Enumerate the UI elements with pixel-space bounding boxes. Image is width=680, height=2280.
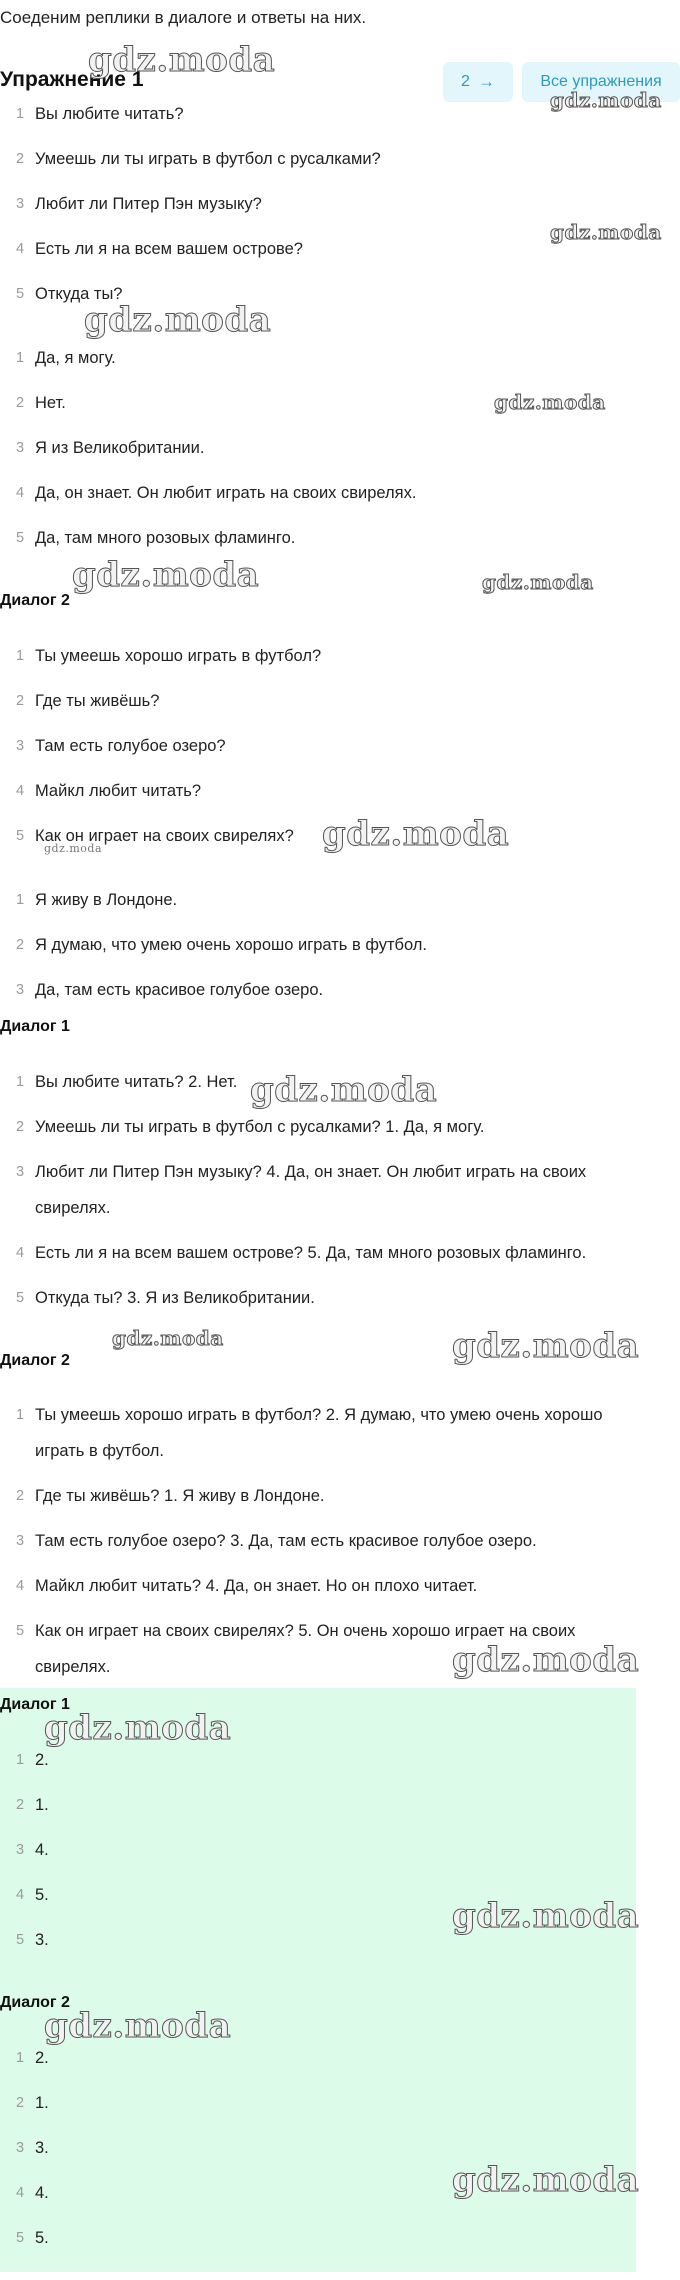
arrow-right-icon: →	[477, 72, 495, 91]
dialog-heading: Диалог 2	[0, 592, 70, 609]
dialog-heading: Диалог 2	[0, 1994, 70, 2011]
watermark: gdz.moda	[550, 220, 662, 244]
dialog-heading: Диалог 1	[0, 1018, 70, 1035]
watermark: gdz.moda	[550, 88, 662, 112]
next-exercise-button[interactable]	[443, 62, 513, 102]
watermark: gdz.moda	[452, 2160, 640, 2200]
watermark: gdz.moda	[72, 555, 260, 595]
dialog-heading: Диалог 1	[0, 1696, 70, 1713]
watermark: gdz.moda	[112, 1326, 224, 1350]
watermark: gdz.moda	[494, 390, 606, 414]
next-exercise-label: 2	[461, 73, 470, 90]
intro-text: Соеденим реплики в диалоге и ответы на них.	[0, 8, 367, 27]
dialog-heading: Диалог 2	[0, 1352, 70, 1369]
watermark: gdz.moda	[44, 1708, 232, 1748]
watermark: gdz.moda	[44, 842, 103, 855]
watermark: gdz.moda	[250, 1070, 438, 1110]
all-exercises-button[interactable]: Все упражнения	[522, 62, 680, 102]
watermark: gdz.moda	[482, 570, 594, 594]
watermark: gdz.moda	[84, 300, 272, 340]
watermark: gdz.moda	[44, 2006, 232, 2046]
watermark: gdz.moda	[322, 814, 510, 854]
watermark: gdz.moda	[452, 1640, 640, 1680]
exercise-title: Упражнение 1	[0, 68, 144, 91]
watermark: gdz.moda	[88, 40, 276, 80]
watermark: gdz.moda	[452, 1896, 640, 1936]
watermark: gdz.moda	[452, 1326, 640, 1366]
